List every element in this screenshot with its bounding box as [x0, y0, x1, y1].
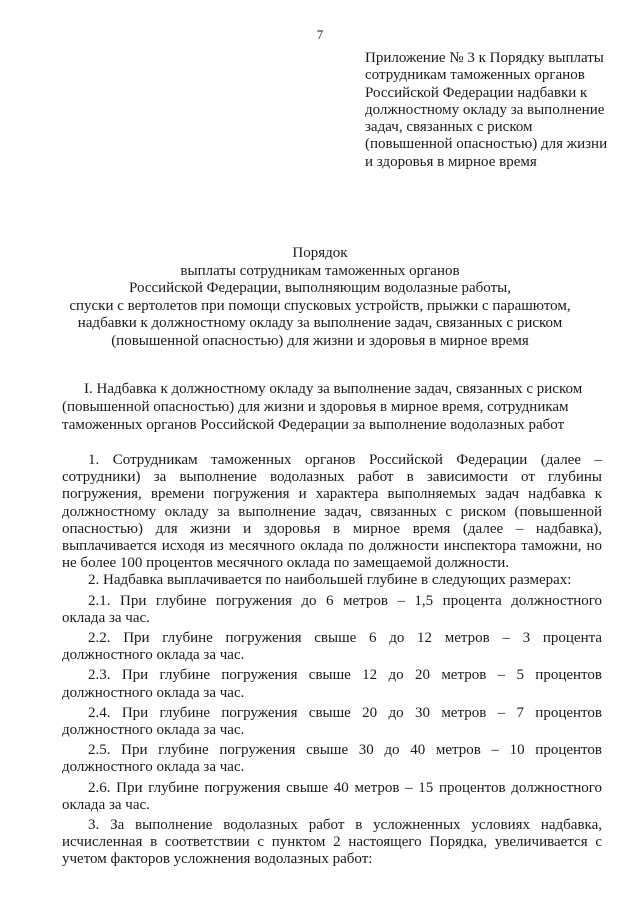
- section-heading-line: I. Надбавка к должностному окладу за выполнение задач, связанных с риском: [84, 381, 583, 397]
- appendix-line: и здоровья в мирное время: [365, 153, 537, 170]
- appendix-line: Российской Федерации надбавки к: [365, 84, 588, 101]
- paragraph-line: погружения, времени погружения и характера выполняемых задач надбавка к: [62, 486, 602, 503]
- paragraph-line: должностному окладу за выполнение задач, связанных с риском (повышенной: [62, 503, 602, 520]
- appendix-line: сотрудникам таможенных органов: [365, 67, 585, 84]
- paragraph-2-2: [62, 630, 602, 664]
- paragraph-2-6: [62, 780, 602, 814]
- paragraph-line: 3. За выполнение водолазных работ в усложненных условиях надбавка,: [88, 817, 602, 834]
- paragraph-line: 2.3. При глубине погружения свыше 12 до 20 метров – 5 процентов: [88, 667, 602, 684]
- paragraph-2-1: [62, 593, 602, 627]
- paragraph-line: не более 100 процентов месячного оклада по замещаемой должности.: [62, 555, 510, 572]
- paragraph-line: 2. Надбавка выплачивается по наибольшей глубине в следующих размерах:: [88, 572, 572, 589]
- body-text: [62, 452, 602, 869]
- paragraph-line: 2.5. При глубине погружения свыше 30 до 40 метров – 10 процентов: [88, 742, 602, 759]
- paragraph-2-5: [62, 742, 602, 776]
- paragraph-line: 2.6. При глубине погружения свыше 40 метров – 15 процентов должностного: [88, 779, 602, 796]
- paragraph-line: учетом факторов усложнения водолазных работ:: [62, 851, 373, 868]
- appendix-line: (повышенной опасностью) для жизни: [365, 136, 608, 153]
- paragraph-line: сотрудники) за выполнение водолазных работ в зависимости от глубины: [62, 469, 602, 486]
- title-line: надбавки к должностному окладу за выполнение задач, связанных с риском: [77, 315, 563, 332]
- paragraph-line: 1. Сотрудникам таможенных органов Российской Федерации (далее –: [88, 452, 602, 468]
- paragraph-2-3: [62, 667, 602, 701]
- paragraph-line: должностного оклада за час.: [62, 722, 245, 739]
- paragraph-1: [62, 452, 602, 572]
- paragraph-2-4: [62, 705, 602, 739]
- appendix-note: [365, 50, 625, 171]
- section-heading-line: таможенных органов Российской Федерации за выполнение водолазных работ: [62, 416, 565, 433]
- paragraph-line: должностного оклада за час.: [62, 759, 245, 776]
- paragraph-line: 2.1. При глубине погружения до 6 метров – 1,5 процента должностного: [88, 592, 602, 609]
- paragraph-line: исчисленная в соответствии с пунктом 2 настоящего Порядка, увеличивается с: [62, 834, 602, 851]
- section-heading-line: (повышенной опасностью) для жизни и здоровья в мирное время, сотрудникам: [62, 398, 569, 415]
- paragraph-line: оклада за час.: [62, 609, 150, 626]
- paragraph-line: оклада за час.: [62, 796, 150, 813]
- paragraph-line: опасностью) для жизни и здоровья в мирное время (далее – надбавка),: [62, 520, 602, 537]
- title-line: Порядок: [292, 245, 348, 261]
- paragraph-3: [62, 817, 602, 869]
- paragraph-line: должностного оклада за час.: [62, 647, 245, 664]
- title-line: (повышенной опасностью) для жизни и здоровья в мирное время: [111, 332, 529, 349]
- title-line: выплаты сотрудникам таможенных органов: [180, 262, 460, 279]
- paragraph-line: должностного оклада за час.: [62, 684, 245, 701]
- paragraph-line: выплачивается исходя из месячного оклада по должности инспектора таможни, но: [62, 538, 602, 555]
- title-line: спуски с вертолетов при помощи спусковых устройств, прыжки с парашютом,: [69, 297, 571, 314]
- appendix-line: Приложение № 3 к Порядку выплаты: [365, 50, 604, 66]
- paragraph-line: 2.2. При глубине погружения свыше 6 до 12 метров – 3 процента: [88, 630, 602, 647]
- appendix-line: задач, связанных с риском: [365, 119, 533, 136]
- section-heading: [62, 381, 602, 434]
- page-number: 7: [316, 27, 324, 42]
- paragraph-2: [62, 572, 602, 589]
- document-title: [40, 245, 600, 351]
- appendix-line: должностному окладу за выполнение: [365, 101, 605, 118]
- title-line: Российской Федерации, выполняющим водолазные работы,: [129, 280, 511, 297]
- paragraph-line: 2.4. При глубине погружения свыше 20 до 30 метров – 7 процентов: [88, 704, 602, 721]
